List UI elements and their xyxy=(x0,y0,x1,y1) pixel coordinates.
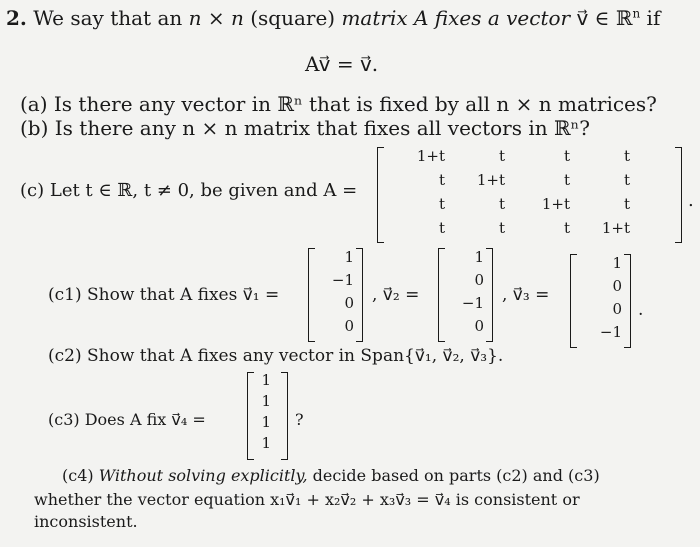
part-c xyxy=(20,180,357,201)
matrix-A-cell: 1+t xyxy=(476,171,505,189)
part-c3-text: Does A fix v⃗₄ = xyxy=(84,410,206,429)
matrix-A xyxy=(375,145,685,245)
matrix-A-cell: t xyxy=(438,219,445,237)
part-c3-label: (c3) xyxy=(48,410,80,429)
vector-v3-entry: 1 xyxy=(612,254,622,272)
part-a-label: (a) xyxy=(20,92,48,116)
vector-v1-entry: 0 xyxy=(344,317,354,335)
intro-text-2: (square) xyxy=(243,6,342,30)
part-c4-text-1: decide based on parts (c2) and (c3) xyxy=(307,466,600,485)
vector-v2-left-bracket xyxy=(438,248,445,342)
part-c1 xyxy=(48,285,279,305)
v3-label: , v⃗₃ = xyxy=(502,285,550,305)
matrix-A-cell: t xyxy=(563,219,570,237)
matrix-A-cell: 1+t xyxy=(541,195,570,213)
part-c4-line-3: inconsistent. xyxy=(34,512,138,531)
v2-label: , v⃗₂ = xyxy=(372,285,420,305)
matrix-A-cell: t xyxy=(498,147,505,165)
intro-matrix-text: matrix A fixes a vector xyxy=(341,6,571,30)
c1-period: . xyxy=(638,300,644,320)
part-c1-text: Show that A fixes v⃗₁ = xyxy=(87,285,280,305)
problem-intro xyxy=(6,6,660,30)
part-b xyxy=(20,116,590,140)
matrix-A-cell: t xyxy=(563,171,570,189)
vector-v3-left-bracket xyxy=(570,254,577,348)
part-c-label: (c) xyxy=(20,180,45,201)
matrix-A-cell: t xyxy=(498,219,505,237)
part-c2-text: Show that A fixes any vector in Span{v⃗₁, v⃗₂, v⃗₃}. xyxy=(87,346,504,366)
vector-v2 xyxy=(438,246,496,344)
intro-nxn: n × n xyxy=(188,6,244,30)
vector-v4-entry: 1 xyxy=(261,413,271,431)
vector-v4-entry: 1 xyxy=(261,371,271,389)
part-c4-line-2: whether the vector equation x₁v⃗₁ + x₂v⃗₂ + x₃v⃗₃ = v⃗₄ is consistent or xyxy=(34,490,580,509)
matrix-A-cell: t xyxy=(438,195,445,213)
vector-v1-left-bracket xyxy=(308,248,315,342)
matrix-A-cell: t xyxy=(623,195,630,213)
part-c3 xyxy=(48,410,206,429)
matrix-A-period: . xyxy=(688,190,694,211)
vector-v3 xyxy=(570,252,634,350)
intro-text-1: We say that an xyxy=(33,6,189,30)
matrix-A-cell: t xyxy=(438,171,445,189)
part-c4-line-1 xyxy=(62,466,600,485)
matrix-A-cell: 1+t xyxy=(416,147,445,165)
part-c2 xyxy=(48,346,503,366)
vector-v3-right-bracket xyxy=(624,254,631,348)
vector-v3-entry: 0 xyxy=(612,277,622,295)
part-b-text: Is there any n × n matrix that fixes all vectors in ℝⁿ? xyxy=(54,116,590,140)
vector-v2-entry: −1 xyxy=(461,294,484,312)
vector-v2-right-bracket xyxy=(486,248,493,342)
matrix-A-cell: t xyxy=(623,171,630,189)
vector-v2-entry: 0 xyxy=(474,271,484,289)
vector-v1-right-bracket xyxy=(356,248,363,342)
vector-v1 xyxy=(308,246,366,344)
matrix-A-cell: t xyxy=(563,147,570,165)
vector-v2-entry: 0 xyxy=(474,317,484,335)
vector-v1-entry: 1 xyxy=(344,248,354,266)
part-b-label: (b) xyxy=(20,116,49,140)
matrix-A-left-bracket xyxy=(377,147,384,243)
vector-v3-entry: −1 xyxy=(599,323,622,341)
matrix-A-right-bracket xyxy=(675,147,682,243)
intro-vec: v⃗ ∈ ℝ xyxy=(570,6,633,30)
part-a xyxy=(20,92,657,116)
c3-question-mark: ? xyxy=(295,410,304,429)
vector-v3-entry: 0 xyxy=(612,300,622,318)
intro-exp: n xyxy=(632,6,641,21)
part-a-text: Is there any vector in ℝⁿ that is fixed by all n × n matrices? xyxy=(53,92,657,116)
matrix-A-cell: t xyxy=(623,147,630,165)
intro-if: if xyxy=(640,6,661,30)
vector-v1-entry: 0 xyxy=(344,294,354,312)
vector-v1-entry: −1 xyxy=(331,271,354,289)
fix-equation: Av⃗ = v⃗. xyxy=(305,52,379,76)
part-c4-label: (c4) xyxy=(62,466,94,485)
vector-v4-entry: 1 xyxy=(261,392,271,410)
part-c4-emphasis: Without solving explicitly, xyxy=(98,466,308,485)
vector-v2-entry: 1 xyxy=(474,248,484,266)
matrix-A-cell: 1+t xyxy=(601,219,630,237)
vector-v4-right-bracket xyxy=(281,372,288,460)
part-c-text: Let t ∈ ℝ, t ≠ 0, be given and A = xyxy=(49,180,358,201)
part-c1-label: (c1) xyxy=(48,285,82,305)
problem-number: 2. xyxy=(6,6,27,30)
vector-v4-entry: 1 xyxy=(261,434,271,452)
part-c2-label: (c2) xyxy=(48,346,82,366)
vector-v4 xyxy=(247,370,291,462)
matrix-A-cell: t xyxy=(498,195,505,213)
